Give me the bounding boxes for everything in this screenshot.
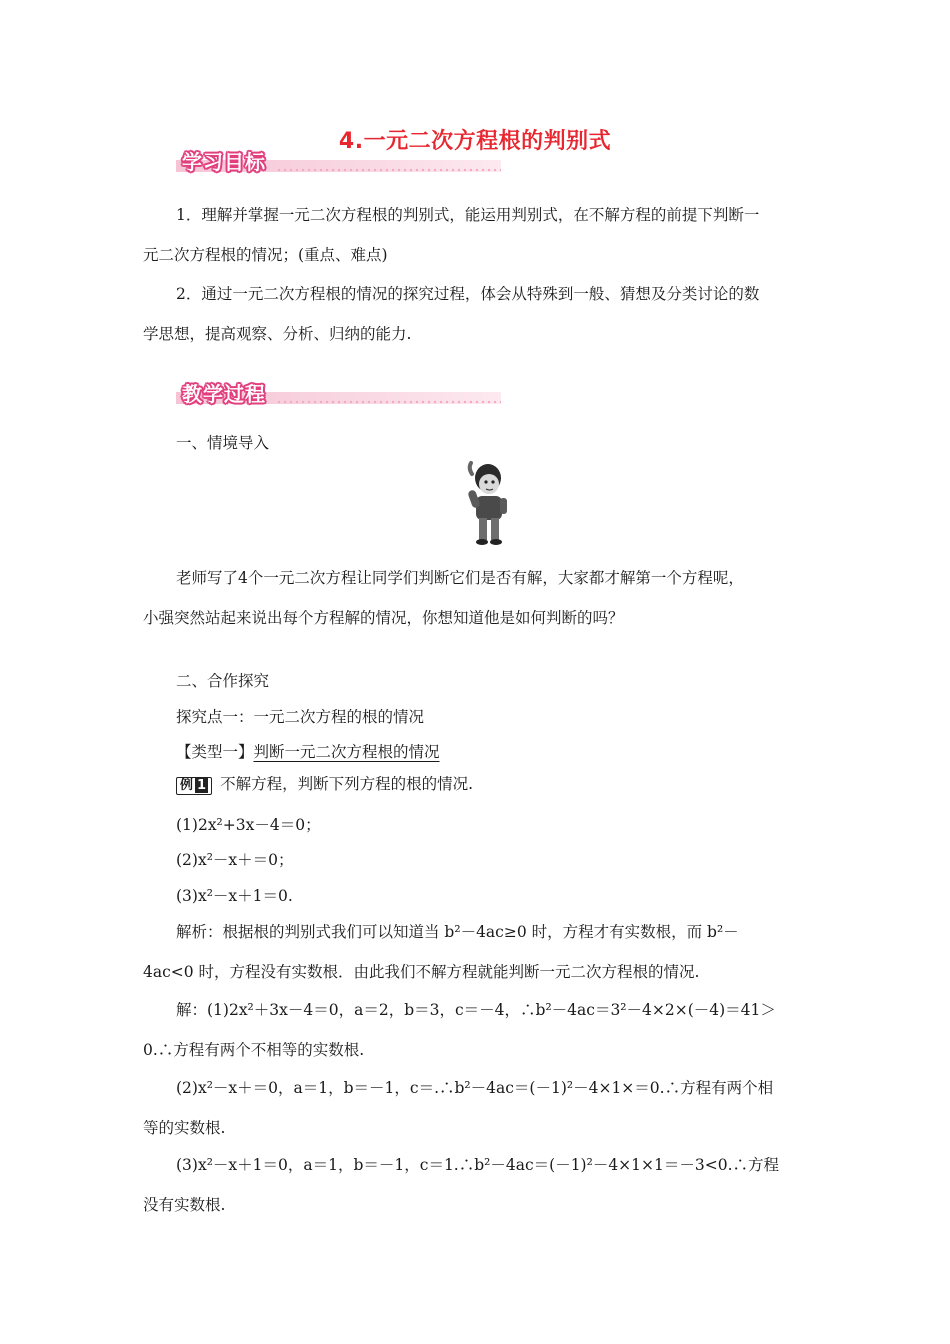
equation-3: (3)x²－x＋1＝0. bbox=[176, 887, 293, 905]
type-1-label bbox=[176, 740, 440, 762]
analysis-line-2: 4ac<0 时，方程没有实数根．由此我们不解方程就能判断一元二次方程根的情况. bbox=[143, 963, 700, 981]
example-badge: 例 1 bbox=[176, 777, 212, 795]
explore-point-1: 探究点一：一元二次方程的根的情况 bbox=[176, 708, 425, 726]
student-thinking-illustration-icon bbox=[462, 460, 510, 546]
solution-3-line-1: (3)x²－x＋1＝0，a＝1，b＝－1，c＝1.∴b²－4ac＝(－1)²－4×1×1＝－3<0.∴方程 bbox=[176, 1156, 780, 1174]
part-1-heading: 一、情境导入 bbox=[176, 434, 270, 452]
goal-2-line-2: 学思想，提高观察、分析、归纳的能力. bbox=[143, 325, 412, 343]
section-banner-teaching-process bbox=[176, 378, 501, 408]
section-banner-learning-goals bbox=[176, 146, 501, 176]
part-2-heading: 二、合作探究 bbox=[176, 672, 270, 690]
type-title: 判断一元二次方程根的情况 bbox=[253, 743, 440, 761]
goal-1-line-2: 元二次方程根的情况；(重点、难点) bbox=[143, 246, 388, 264]
solution-3-line-2: 没有实数根. bbox=[143, 1196, 226, 1214]
solution-2-line-1: (2)x²－x＋＝0，a＝1，b＝－1，c＝.∴b²－4ac＝(－1)²－4×1×＝0.∴方程有两个相 bbox=[176, 1079, 774, 1097]
type-bracket: 【类型一】 bbox=[176, 743, 254, 761]
solution-2-line-2: 等的实数根. bbox=[143, 1119, 226, 1137]
equation-2: (2)x²－x＋＝0； bbox=[176, 851, 294, 869]
goal-2-line-1: 2．通过一元二次方程根的情况的探究过程，体会从特殊到一般、猜想及分类讨论的数 bbox=[176, 285, 760, 303]
banner-label: 学习目标 bbox=[182, 150, 266, 174]
example-text: 不解方程，判断下列方程的根的情况. bbox=[220, 775, 473, 793]
page-title: 4.一元二次方程根的判别式 bbox=[338, 129, 612, 154]
goal-1-line-1: 1．理解并掌握一元二次方程根的判别式，能运用判别式，在不解方程的前提下判断一 bbox=[176, 206, 760, 224]
solution-1-line-1: 解：(1)2x²＋3x－4＝0，a＝2，b＝3，c＝－4，∴b²－4ac＝3²－4×2×(－4)＝41＞ bbox=[176, 1001, 776, 1019]
equation-1: (1)2x²+3x－4＝0； bbox=[176, 816, 321, 834]
solution-1-line-2: 0.∴方程有两个不相等的实数根. bbox=[143, 1041, 365, 1059]
intro-line-2: 小强突然站起来说出每个方程解的情况，你想知道他是如何判断的吗？ bbox=[143, 609, 624, 627]
banner-label: 教学过程 bbox=[182, 382, 266, 406]
example-1 bbox=[176, 772, 473, 795]
intro-line-1: 老师写了4个一元二次方程让同学们判断它们是否有解，大家都才解第一个方程呢， bbox=[176, 569, 744, 587]
analysis-line-1: 解析：根据根的判别式我们可以知道当 b²－4ac≥0 时，方程才有实数根，而 b²－ bbox=[176, 923, 739, 941]
